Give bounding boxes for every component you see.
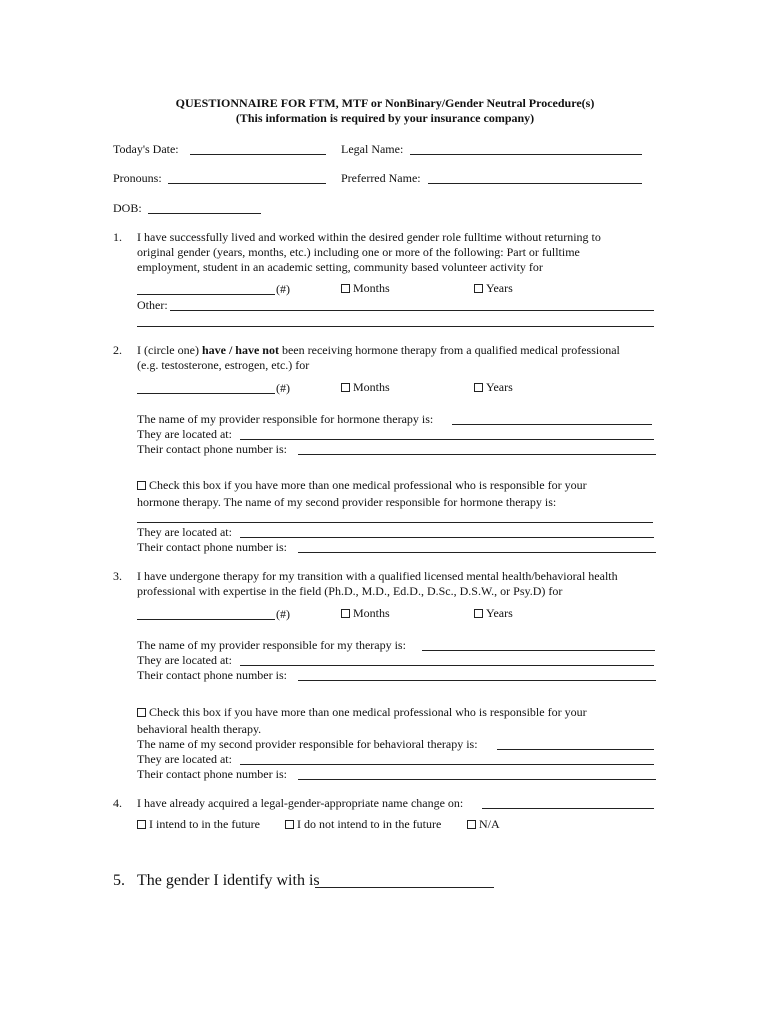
q2-provider-label: The name of my provider responsible for hormone therapy is:: [137, 412, 434, 426]
checkbox-icon[interactable]: [137, 820, 146, 829]
checkbox-icon[interactable]: [341, 609, 350, 618]
q3-second-provider-label: The name of my second provider responsible for behavioral therapy is:: [137, 737, 478, 751]
q3-second-phone-label: Their contact phone number is:: [137, 767, 287, 781]
q4-option-not-intend-label: I do not intend to in the future: [297, 817, 442, 831]
q2-second-provider-check[interactable]: [137, 478, 587, 492]
q2-duration-field[interactable]: [137, 393, 275, 394]
q1-other-label: Other:: [137, 298, 168, 312]
q3-second-phone-field[interactable]: [298, 779, 656, 780]
q1-other-field-2[interactable]: [137, 326, 654, 327]
q2-second-provider-field[interactable]: [137, 522, 653, 523]
q5-gender-field[interactable]: [315, 887, 494, 888]
q1-line1: I have successfully lived and worked within the desired gender role fulltime without returning to: [137, 230, 601, 244]
checkbox-icon[interactable]: [467, 820, 476, 829]
q3-check-text: Check this box if you have more than one medical professional who is responsible for your: [149, 705, 587, 719]
q4-line1: I have already acquired a legal-gender-appropriate name change on:: [137, 796, 464, 810]
q2-post: been receiving hormone therapy from a qualified medical professional: [278, 343, 620, 357]
q1-hash: (#): [276, 282, 290, 296]
q2-check-line2: hormone therapy. The name of my second provider responsible for hormone therapy is:: [137, 495, 557, 509]
q1-duration-field[interactable]: [137, 294, 275, 295]
q4-option-intend[interactable]: [137, 817, 260, 831]
q2-months-option[interactable]: [341, 380, 390, 394]
q2-pre: I (circle one): [137, 343, 202, 357]
q2-phone-field[interactable]: [298, 454, 656, 455]
years-label: Years: [486, 281, 513, 295]
q3-phone-label: Their contact phone number is:: [137, 668, 287, 682]
q5-line1: The gender I identify with is: [137, 872, 320, 889]
legal-name-label: Legal Name:: [341, 142, 404, 156]
q2-second-phone-label: Their contact phone number is:: [137, 540, 287, 554]
q2-provider-field[interactable]: [452, 424, 652, 425]
q3-duration-field[interactable]: [137, 619, 275, 620]
q3-provider-label: The name of my provider responsible for my therapy is:: [137, 638, 406, 652]
q2-line2: (e.g. testosterone, estrogen, etc.) for: [137, 358, 310, 372]
q1-line2: original gender (years, months, etc.) including one or more of the following: Part or fulltime: [137, 245, 580, 259]
checkbox-icon[interactable]: [285, 820, 294, 829]
todays-date-field[interactable]: [190, 154, 326, 155]
legal-name-field[interactable]: [410, 154, 642, 155]
checkbox-icon[interactable]: [474, 383, 483, 392]
q3-second-provider-check[interactable]: [137, 705, 587, 719]
q3-second-located-field[interactable]: [240, 764, 654, 765]
q4-date-field[interactable]: [482, 808, 654, 809]
q4-number: 4.: [113, 796, 122, 810]
months-label: Months: [353, 606, 390, 620]
checkbox-icon[interactable]: [341, 284, 350, 293]
q2-check-text: Check this box if you have more than one medical professional who is responsible for your: [149, 478, 587, 492]
q2-number: 2.: [113, 343, 122, 357]
q1-years-option[interactable]: [474, 281, 513, 295]
q2-line1: [137, 343, 620, 357]
q5-number: 5.: [113, 872, 125, 889]
q4-option-not-intend[interactable]: [285, 817, 441, 831]
q1-line3: employment, student in an academic setting, community based volunteer activity for: [137, 260, 543, 274]
q1-number: 1.: [113, 230, 122, 244]
q2-circle-options[interactable]: have / have not: [201, 343, 279, 357]
dob-field[interactable]: [148, 213, 261, 214]
preferred-name-field[interactable]: [428, 183, 642, 184]
checkbox-icon[interactable]: [474, 609, 483, 618]
q3-years-option[interactable]: [474, 606, 513, 620]
checkbox-icon[interactable]: [474, 284, 483, 293]
q1-other-field[interactable]: [170, 310, 654, 311]
q3-second-located-label: They are located at:: [137, 752, 232, 766]
preferred-name-label: Preferred Name:: [341, 171, 421, 185]
q3-line1: I have undergone therapy for my transition with a qualified licensed mental health/behavioral health: [137, 569, 618, 583]
q2-located-label: They are located at:: [137, 427, 232, 441]
q2-years-option[interactable]: [474, 380, 513, 394]
q3-number: 3.: [113, 569, 122, 583]
pronouns-field[interactable]: [168, 183, 326, 184]
checkbox-icon[interactable]: [137, 481, 146, 490]
q2-hash: (#): [276, 381, 290, 395]
q3-provider-field[interactable]: [422, 650, 655, 651]
q3-hash: (#): [276, 607, 290, 621]
q3-located-field[interactable]: [240, 665, 654, 666]
q3-phone-field[interactable]: [298, 680, 656, 681]
months-label: Months: [353, 281, 390, 295]
q4-option-na-label: N/A: [479, 817, 500, 831]
q2-second-located-field[interactable]: [240, 537, 654, 538]
q3-located-label: They are located at:: [137, 653, 232, 667]
checkbox-icon[interactable]: [137, 708, 146, 717]
years-label: Years: [486, 380, 513, 394]
q4-option-intend-label: I intend to in the future: [149, 817, 260, 831]
q2-phone-label: Their contact phone number is:: [137, 442, 287, 456]
todays-date-label: Today's Date:: [113, 142, 179, 156]
q3-check-line2: behavioral health therapy.: [137, 722, 262, 736]
checkbox-icon[interactable]: [341, 383, 350, 392]
q4-option-na[interactable]: [467, 817, 500, 831]
q2-second-phone-field[interactable]: [298, 552, 656, 553]
pronouns-label: Pronouns:: [113, 171, 162, 185]
q2-second-located-label: They are located at:: [137, 525, 232, 539]
q2-located-field[interactable]: [240, 439, 654, 440]
q3-line2: professional with expertise in the field (Ph.D., M.D., Ed.D., D.Sc., D.S.W., or Psy.D) for: [137, 584, 563, 598]
q3-second-provider-field[interactable]: [497, 749, 654, 750]
form-title: QUESTIONNAIRE FOR FTM, MTF or NonBinary/Gender Neutral Procedure(s): [175, 96, 595, 110]
q1-months-option[interactable]: [341, 281, 390, 295]
dob-label: DOB:: [113, 201, 142, 215]
months-label: Months: [353, 380, 390, 394]
years-label: Years: [486, 606, 513, 620]
form-subtitle: (This information is required by your insurance company): [235, 111, 535, 125]
q3-months-option[interactable]: [341, 606, 390, 620]
